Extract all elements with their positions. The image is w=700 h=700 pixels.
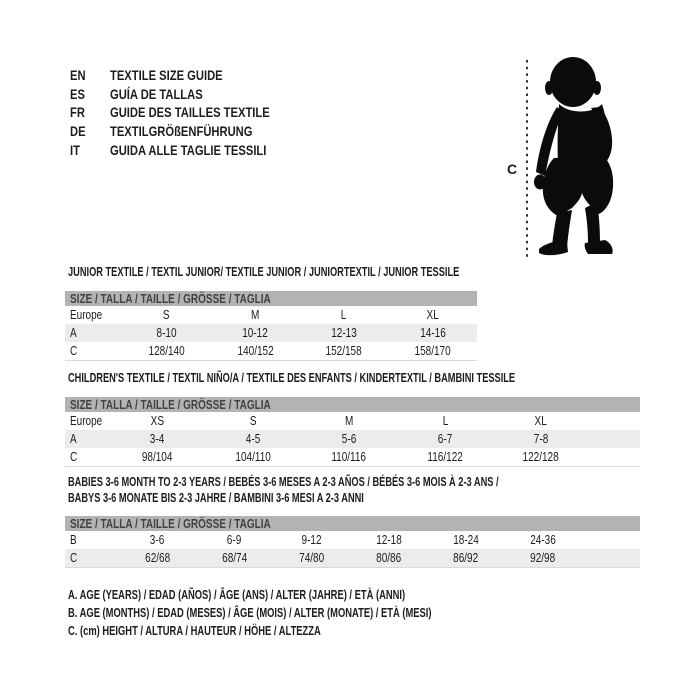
table-cell bbox=[427, 533, 504, 547]
table-cell bbox=[205, 450, 301, 464]
text: 5-6 bbox=[341, 432, 357, 446]
table-cell bbox=[397, 414, 493, 428]
size-table bbox=[65, 291, 477, 361]
row-label bbox=[65, 326, 122, 340]
table-row-c bbox=[65, 448, 640, 466]
text: S bbox=[163, 308, 170, 322]
table-cell bbox=[427, 551, 504, 565]
table-cell bbox=[300, 344, 389, 358]
text: 92/98 bbox=[529, 551, 556, 565]
table-cell bbox=[350, 533, 427, 547]
language-row-es bbox=[70, 85, 310, 104]
baby-figure-svg bbox=[495, 50, 635, 262]
text: C bbox=[70, 344, 78, 358]
language-label bbox=[110, 142, 305, 158]
table-row-c bbox=[65, 549, 640, 567]
text: TEXTILE SIZE GUIDE bbox=[110, 67, 223, 84]
table-cell bbox=[273, 551, 350, 565]
text: 68/74 bbox=[221, 551, 248, 565]
text: 122/128 bbox=[522, 450, 560, 464]
table-cell bbox=[119, 533, 196, 547]
text: C bbox=[70, 551, 78, 565]
text: GUIDA ALLE TAGLIE TESSILI bbox=[110, 141, 267, 158]
text: A bbox=[70, 432, 77, 446]
text: IT bbox=[70, 141, 80, 158]
table-cell bbox=[109, 432, 205, 446]
section-junior-textile bbox=[65, 264, 477, 361]
table-row-c bbox=[65, 342, 477, 360]
text: 14-16 bbox=[419, 326, 446, 340]
language-label bbox=[110, 86, 226, 102]
table-cell bbox=[211, 344, 300, 358]
text: 152/158 bbox=[325, 344, 362, 358]
text: 116/122 bbox=[427, 450, 463, 464]
table-cell bbox=[301, 450, 397, 464]
text: BABIES 3-6 MONTH TO 2-3 YEARS / BEBÉS 3-6 MESES A 2-3 AÑOS / BÉBÉS 3-6 MOIS À 2-3 ANS / bbox=[68, 475, 499, 489]
table-cell bbox=[211, 308, 300, 322]
table-cell bbox=[504, 533, 581, 547]
text: Europe bbox=[70, 414, 103, 428]
table-cell bbox=[504, 551, 581, 565]
text: 10-12 bbox=[242, 326, 268, 340]
text: CHILDREN'S TEXTILE / TEXTIL NIÑO/A / TEXTILE DES ENFANTS / KINDERTEXTIL / BAMBINI TESSILE bbox=[68, 371, 516, 385]
language-label bbox=[110, 67, 251, 83]
text: 86/92 bbox=[452, 551, 479, 565]
text: 18-24 bbox=[452, 533, 479, 547]
table-cell bbox=[122, 344, 211, 358]
language-row-it bbox=[70, 140, 310, 159]
legend-line bbox=[68, 622, 553, 640]
text: B bbox=[70, 533, 77, 547]
row-label bbox=[65, 308, 122, 322]
table-cell bbox=[109, 450, 205, 464]
text: L bbox=[442, 414, 448, 428]
table-cell bbox=[300, 326, 389, 340]
table-cell bbox=[397, 450, 493, 464]
language-label bbox=[110, 104, 310, 120]
text: 158/170 bbox=[414, 344, 451, 358]
section-title bbox=[65, 264, 477, 280]
table-cell bbox=[211, 326, 300, 340]
size-table bbox=[65, 516, 640, 568]
text: 12-13 bbox=[331, 326, 357, 340]
table-cell bbox=[205, 414, 301, 428]
text: DE bbox=[70, 123, 86, 140]
text: JUNIOR TEXTILE / TEXTIL JUNIOR/ TEXTILE JUNIOR / JUNIORTEXTIL / JUNIOR TESSILE bbox=[68, 265, 460, 279]
table-cell bbox=[273, 533, 350, 547]
text: 7-8 bbox=[533, 432, 549, 446]
text: L bbox=[341, 308, 347, 322]
text: 98/104 bbox=[141, 450, 173, 464]
table-header-bar bbox=[65, 291, 477, 306]
table-cell bbox=[493, 414, 589, 428]
text: XL bbox=[426, 308, 439, 322]
section-babies-textile bbox=[65, 474, 640, 568]
table-cell bbox=[196, 533, 273, 547]
language-code bbox=[70, 86, 110, 102]
text: BABYS 3-6 MONATE BIS 2-3 JAHRE / BAMBINI 3-6 MESI A 2-3 ANNI bbox=[68, 491, 364, 505]
table-row-b bbox=[65, 531, 640, 549]
table-cell bbox=[301, 432, 397, 446]
table-cell bbox=[205, 432, 301, 446]
language-row-fr bbox=[70, 103, 310, 122]
text: GUÍA DE TALLAS bbox=[110, 85, 203, 102]
table-cell bbox=[119, 551, 196, 565]
table-cell bbox=[388, 326, 477, 340]
size-table bbox=[65, 397, 640, 467]
text: M bbox=[250, 308, 260, 322]
language-code bbox=[70, 67, 110, 83]
text: 4-5 bbox=[245, 432, 261, 446]
section-childrens-textile bbox=[65, 370, 640, 467]
text: 6-9 bbox=[227, 533, 242, 547]
text: TEXTILGRÖßENFÜHRUNG bbox=[110, 123, 253, 140]
language-row-de bbox=[70, 122, 310, 141]
legend-line bbox=[68, 604, 553, 622]
row-label bbox=[65, 432, 109, 446]
text: 62/68 bbox=[144, 551, 171, 565]
text: 6-7 bbox=[437, 432, 453, 446]
text: 110/116 bbox=[331, 450, 367, 464]
table-cell bbox=[122, 308, 211, 322]
table-cell bbox=[388, 308, 477, 322]
text: B. AGE (MONTHS) / EDAD (MESES) / ÂGE (MOIS) / ALTER (MONATE) / ETÀ (MESI) bbox=[68, 606, 432, 620]
row-label bbox=[65, 551, 119, 565]
language-list bbox=[70, 66, 310, 159]
table-cell bbox=[109, 414, 205, 428]
text: 74/80 bbox=[298, 551, 325, 565]
text: 104/110 bbox=[235, 450, 271, 464]
language-label bbox=[110, 123, 288, 139]
text: EN bbox=[70, 67, 86, 84]
section-title bbox=[65, 474, 640, 490]
text: 8-10 bbox=[156, 326, 177, 340]
text: SIZE / TALLA / TAILLE / GRÖSSE / TAGLIA bbox=[70, 397, 271, 412]
text: SIZE / TALLA / TAILLE / GRÖSSE / TAGLIA bbox=[70, 516, 271, 531]
language-code bbox=[70, 142, 110, 158]
language-code bbox=[70, 104, 110, 120]
section-title bbox=[65, 490, 640, 506]
text: XL bbox=[534, 414, 548, 428]
table-row-a bbox=[65, 430, 640, 448]
table-row-europe bbox=[65, 306, 477, 324]
table-header-bar bbox=[65, 397, 640, 412]
row-label bbox=[65, 450, 109, 464]
table-cell bbox=[301, 414, 397, 428]
table-cell bbox=[493, 432, 589, 446]
text: 128/140 bbox=[148, 344, 185, 358]
legend-line bbox=[68, 586, 553, 604]
section-title bbox=[65, 370, 640, 386]
baby-silhouette bbox=[534, 57, 613, 255]
table-cell bbox=[300, 308, 389, 322]
height-measure-label: C bbox=[507, 161, 518, 177]
row-label bbox=[65, 344, 122, 358]
text: C. (cm) HEIGHT / ALTURA / HAUTEUR / HÖHE / ALTEZZA bbox=[68, 624, 321, 638]
text: SIZE / TALLA / TAILLE / GRÖSSE / TAGLIA bbox=[70, 291, 271, 306]
table-cell bbox=[388, 344, 477, 358]
row-label bbox=[65, 533, 119, 547]
table-cell bbox=[350, 551, 427, 565]
baby-figure bbox=[495, 50, 635, 262]
table-cell bbox=[397, 432, 493, 446]
text: FR bbox=[70, 104, 85, 121]
language-code bbox=[70, 123, 110, 139]
table-row-europe bbox=[65, 412, 640, 430]
table-cell bbox=[493, 450, 589, 464]
text: A. AGE (YEARS) / EDAD (AÑOS) / ÂGE (ANS) / ALTER (JAHRE) / ETÀ (ANNI) bbox=[68, 588, 406, 602]
text: 80/86 bbox=[375, 551, 402, 565]
text: 12-18 bbox=[375, 533, 402, 547]
text: 140/152 bbox=[237, 344, 274, 358]
row-label bbox=[65, 414, 109, 428]
table-header-bar bbox=[65, 516, 640, 531]
legend bbox=[68, 586, 553, 640]
text: Europe bbox=[70, 308, 103, 322]
text: 3-4 bbox=[149, 432, 165, 446]
text: XS bbox=[150, 414, 164, 428]
language-row-en bbox=[70, 66, 310, 85]
text: 9-12 bbox=[301, 533, 322, 547]
text: A bbox=[70, 326, 77, 340]
text: GUIDE DES TAILLES TEXTILE bbox=[110, 104, 270, 121]
text: M bbox=[344, 414, 354, 428]
table-cell bbox=[122, 326, 211, 340]
table-cell bbox=[196, 551, 273, 565]
text: ES bbox=[70, 85, 85, 102]
table-row-a bbox=[65, 324, 477, 342]
text: 3-6 bbox=[150, 533, 165, 547]
text: 24-36 bbox=[529, 533, 556, 547]
text: S bbox=[249, 414, 257, 428]
text: C bbox=[70, 450, 78, 464]
